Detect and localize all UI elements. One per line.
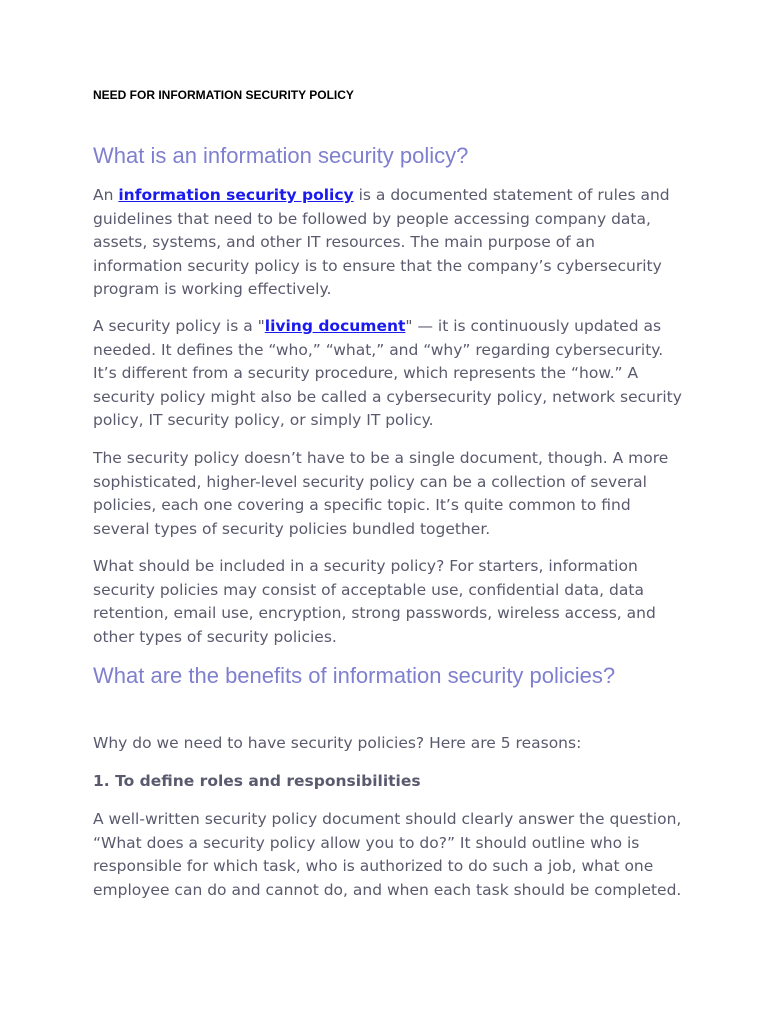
paragraph-text: An (93, 186, 119, 204)
paragraph-definition (93, 184, 683, 302)
paragraph-included: What should be included in a security policy? For starters, information security policies may consist of acceptable use, confidential data, data retention, email use, encryption, strong passwords, wireless access, and other types of security policies. (93, 557, 656, 646)
paragraph-single-document: The security policy doesn’t have to be a single document, though. A more sophisticated, higher-level security policy can be a collection of several policies, each one covering a specific topic. It’s quite common to find several types of security policies bundled together. (93, 449, 669, 538)
paragraph-roles: A well-written security policy document should clearly answer the question, “What does a security policy allow you to do?” It should outline who is responsible for which task, who is authorized to do such a job, what one employee can do and cannot do, and when each task should be completed. (93, 810, 682, 899)
paragraph-text: is a documented statement of rules and guidelines that need to be followed by people accessing company data, assets, systems, and other IT resources. The main purpose of an information security policy is to ensure that the company’s cybersecurity program is working effectively. (93, 186, 670, 298)
living-document-link[interactable]: living document (264, 317, 406, 335)
section-heading-what-is: What is an information security policy? (93, 143, 469, 168)
section-heading-benefits: What are the benefits of information security policies? (93, 663, 616, 688)
document-title: NEED FOR INFORMATION SECURITY POLICY (93, 88, 354, 102)
paragraph-reasons-intro: Why do we need to have security policies? Here are 5 reasons: (93, 734, 582, 752)
paragraph-text: " — it is continuously updated as needed. It defines the “who,” “what,” and “why” regarding cybersecurity. It’s different from a security procedure, which represents the “how.” A security policy might also be called a cybersecurity policy, network security policy, IT security policy, or simply IT policy. (93, 317, 682, 429)
subheading-roles: 1. To define roles and responsibilities (93, 772, 421, 790)
information-security-policy-link[interactable]: information security policy (118, 186, 354, 204)
paragraph-text: A security policy is a " (93, 317, 265, 335)
paragraph-living-document (93, 315, 683, 433)
